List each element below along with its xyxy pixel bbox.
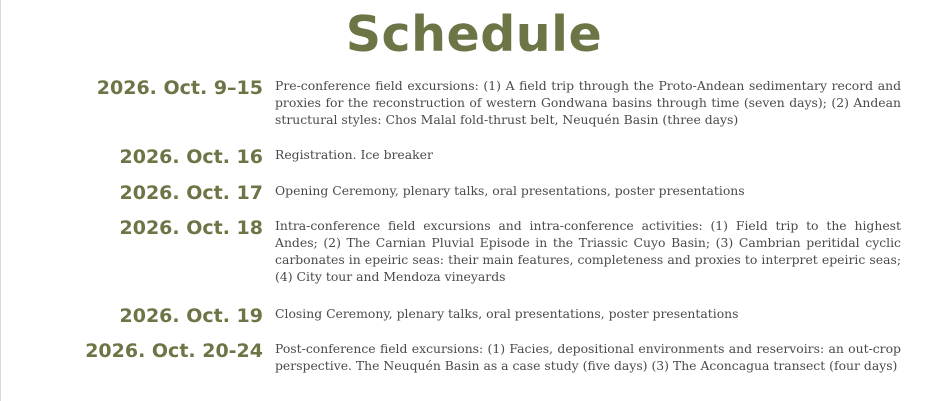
schedule-date: 2026. Oct. 19 <box>119 305 263 327</box>
schedule-description: Opening Ceremony, plenary talks, oral presentations, poster presentations <box>275 183 745 198</box>
schedule-date: 2026. Oct. 18 <box>119 217 263 239</box>
schedule-date: 2026. Oct. 16 <box>119 146 263 168</box>
schedule-description: Post-conference field excursions: (1) Facies, depositional environments and reservoirs: an out-crop perspective. The Neuquén Basin as a case study (five days) (3) The Aconcagua transect (four days) <box>275 341 901 373</box>
schedule-description: Pre-conference field excursions: (1) A field trip through the Proto-Andean sedimentary record and proxies for the reconstruction of western Gondwana basins through time (seven days); (2) Andean structural styles: Chos Malal fold-thrust belt, Neuquén Basin (three days) <box>275 78 901 127</box>
schedule-date: 2026. Oct. 20-24 <box>85 340 263 362</box>
page-title: Schedule <box>345 6 603 63</box>
schedule-date: 2026. Oct. 9–15 <box>96 77 263 99</box>
schedule-description: Registration. Ice breaker <box>275 147 433 162</box>
schedule-date: 2026. Oct. 17 <box>119 182 263 204</box>
schedule-description: Intra-conference field excursions and intra-conference activities: (1) Field trip to the highest Andes; (2) The Carnian Pluvial Episode in the Triassic Cuyo Basin; (3) Cambrian peritidal cyclic carbonates in epeiric seas: their main features, completeness and proxies to interpret epeiric seas; (4) City tour and Mendoza vineyards <box>275 218 901 284</box>
schedule-description: Closing Ceremony, plenary talks, oral presentations, poster presentations <box>275 306 739 321</box>
